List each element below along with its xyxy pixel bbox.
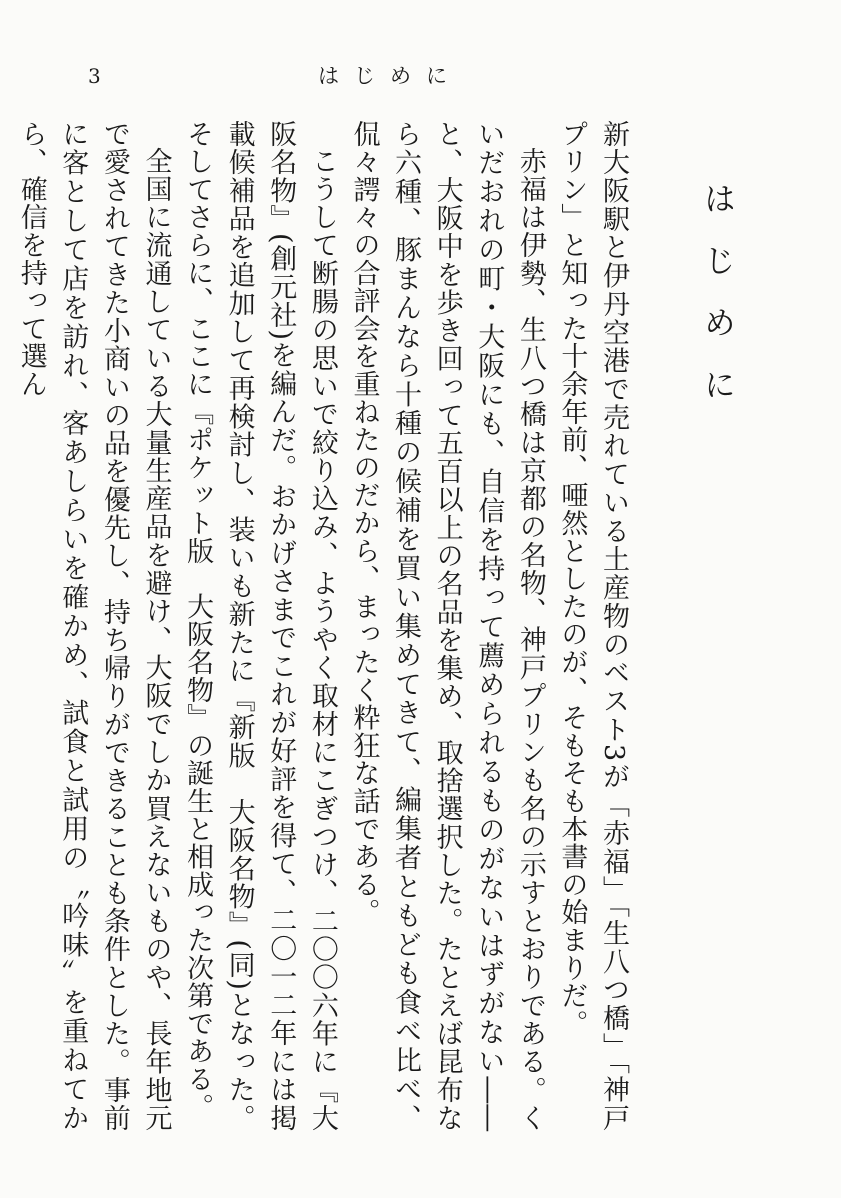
page-number: 3 xyxy=(88,64,101,88)
paragraph-2: 赤福は伊勢、生八つ橋は京都の名物、神戸プリンも名の示すとおりである。くいだおれの町・大阪にも、自信を持って薦められるものがないはずがない――と、大阪中を歩き回って五百以上の名品を集め、取捨選択した。たとえば昆布なら六種、豚まんなら十種の候補を買い集めてきて、編集者ともども食べ比べ、侃々諤々の合評会を重ねたのだから、まったく粋狂な話である。 xyxy=(348,120,546,1132)
paragraph-1: 新大阪駅と伊丹空港で売れている土産物のベスト3が「赤福」「生八つ橋」「神戸プリン」と知った十余年前、唖然としたのが、そもそも本書の始まりだ。 xyxy=(556,120,629,1132)
running-head: はじめに xyxy=(318,64,462,88)
paragraph-4: 全国に流通している大量生産品を避け、大阪でしか買えないものや、長年地元で愛されてきた小商いの品を優先し、持ち帰りができることも条件とした。事前に客として店を訪れ、客あしらいを確かめ、試食と試用の〝吟味〟を重ねてから、確信を持って選ん xyxy=(15,120,172,1132)
chapter-title: はじめに xyxy=(699,182,737,430)
body-text xyxy=(15,120,634,1132)
paragraph-3: こうして断腸の思いで絞り込み、ようやく取材にこぎつけ、二〇〇六年に『大阪名物』(創元社)を編んだ。おかげさまでこれが好評を得て、二〇一二年には掲載候補品を追加して再検討し、装いも新たに『新版 大阪名物』(同)となった。そしてさらに、ここに『ポケット版 大阪名物』の誕生と相成った次第である。 xyxy=(182,120,338,1132)
